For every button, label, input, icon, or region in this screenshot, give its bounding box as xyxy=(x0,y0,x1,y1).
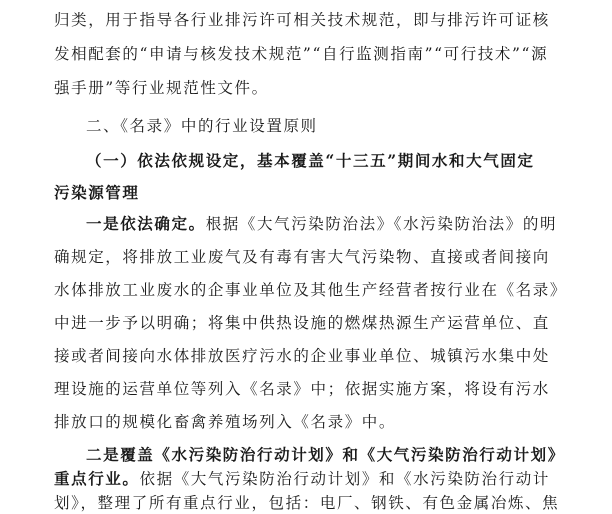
point-label: 重点行业。 xyxy=(54,469,140,488)
paragraph-line: 接或者间接向水体排放医疗污水的企业事业单位、城镇污水集中处 xyxy=(54,347,550,365)
subsection-heading-cont: 污染源管理 xyxy=(54,183,140,202)
paragraph-line: 排放口的规模化畜禽养殖场列入《名录》中。 xyxy=(54,413,397,431)
paragraph-line: 中进一步予以明确；将集中供热设施的燃煤热源生产运营单位、直 xyxy=(54,314,550,332)
paragraph-line xyxy=(54,468,550,490)
paragraph-line: 水体排放工业废水的企事业单位及其他生产经营者按行业在《名录》 xyxy=(54,281,568,299)
subsection-heading: （一）依法依规设定，基本覆盖“十三五”期间水和大气固定 xyxy=(86,151,535,170)
point-label: 一是依法确定。 xyxy=(86,214,206,233)
point-text: 依据《大气污染防治行动计划》和《水污染防治行动计 xyxy=(139,470,550,488)
paragraph-line: 强手册”等行业规范性文件。 xyxy=(54,79,269,97)
paragraph-line: 划》，整理了所有重点行业，包括：电厂、钢铁、有色金属冶炼、焦 xyxy=(54,494,560,512)
paragraph-line xyxy=(86,213,557,235)
point-text: 根据《大气污染防治法》《水污染防治法》的明 xyxy=(205,215,558,233)
section-heading: 二、《名录》中的行业设置原则 xyxy=(86,117,318,135)
paragraph-line: 确规定，将排放工业废气及有毒有害大气污染物、直接或者间接向 xyxy=(54,248,550,266)
paragraph-line: 理设施的运营单位等列入《名录》中；依据实施方案，将设有污水 xyxy=(54,380,550,398)
paragraph-line: 归类，用于指导各行业排污许可相关技术规范，即与排污许可证核 xyxy=(54,11,550,29)
point-heading: 二是覆盖《水污染防治行动计划》和《大气污染防治行动计划》 xyxy=(86,445,565,464)
paragraph-line: 发相配套的“申请与核发技术规范”“自行监测指南”“可行技术”“源 xyxy=(54,45,549,63)
